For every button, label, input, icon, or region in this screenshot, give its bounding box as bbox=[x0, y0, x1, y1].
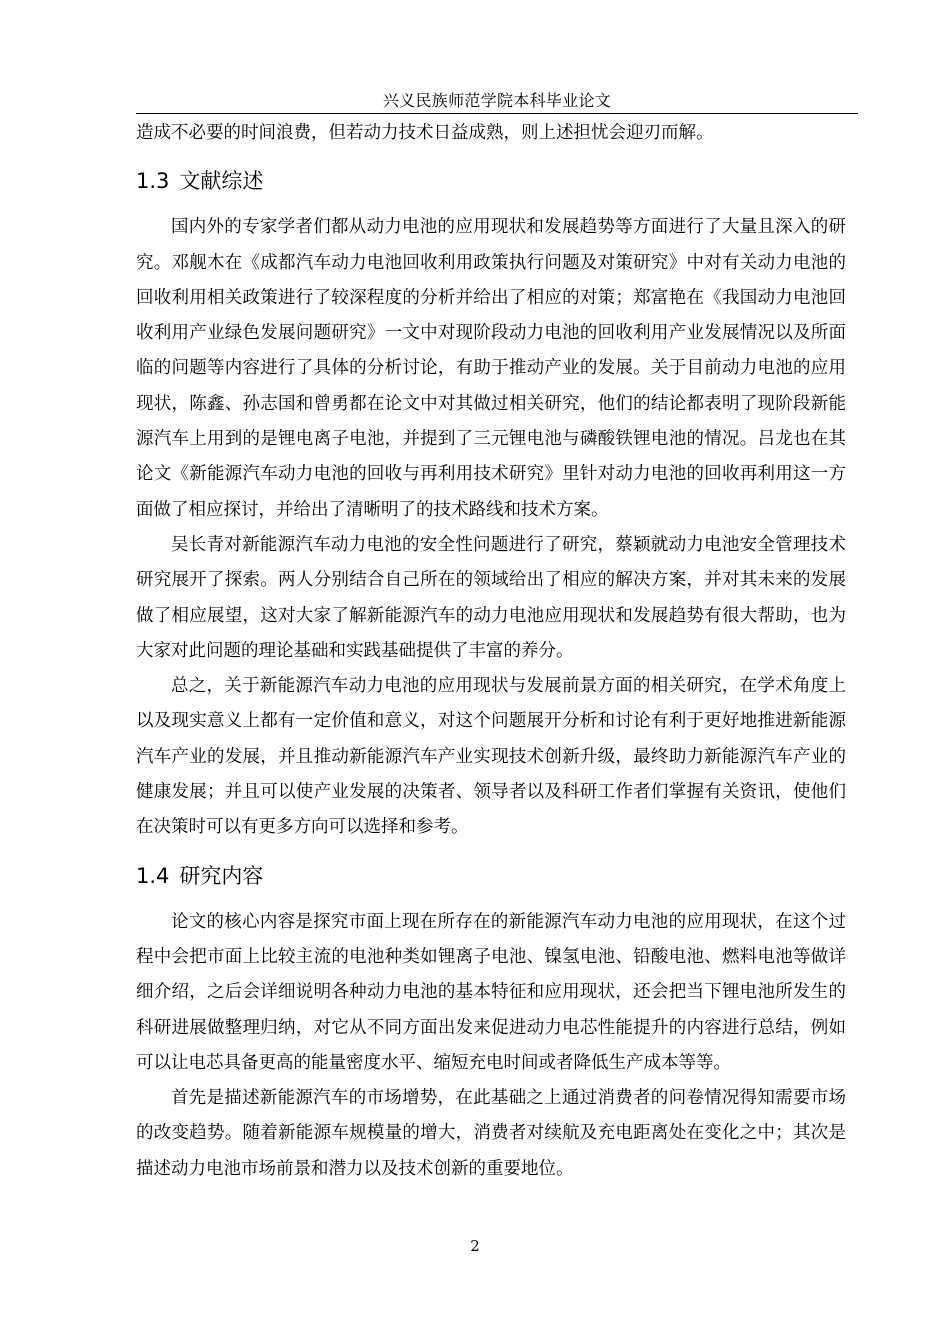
section-heading-1-3 bbox=[136, 165, 846, 197]
section-number: 1.4 bbox=[136, 863, 170, 888]
page-body bbox=[136, 116, 846, 1187]
section-title: 文献综述 bbox=[179, 169, 264, 194]
body-paragraph: 国内外的专家学者们都从动力电池的应用现状和发展趋势等方面进行了大量且深入的研究。邓舰木在《成都汽车动力电池回收利用政策执行问题及对策研究》中对有关动力电池的回收利用相关政策进行了较深程度的分析并给出了相应的对策；郑富艳在《我国动力电池回收利用产业绿色发展问题研究》一文中对现阶段动力电池的回收利用产业发展情况以及所面临的问题等内容进行了具体的分析讨论，有助于推动产业的发展。关于目前动力电池的应用现状，陈鑫、孙志国和曾勇都在论文中对其做过相关研究，他们的结论都表明了现阶段新能源汽车上用到的是锂电离子电池，并提到了三元锂电池与磷酸铁锂电池的情况。吕龙也在其论文《新能源汽车动力电池的回收与再利用技术研究》里针对动力电池的回收再利用这一方面做了相应探讨，并给出了清晰明了的技术路线和技术方案。 bbox=[136, 217, 846, 520]
header-rule bbox=[136, 113, 858, 114]
section-title: 研究内容 bbox=[179, 863, 264, 888]
page-number: 2 bbox=[470, 1237, 480, 1255]
section-heading-1-4 bbox=[136, 860, 846, 892]
section-number: 1.3 bbox=[136, 169, 170, 194]
running-header: 兴义民族师范学院本科毕业论文 bbox=[382, 91, 612, 110]
body-paragraph: 吴长青对新能源汽车动力电池的安全性问题进行了研究，蔡颖就动力电池安全管理技术研究展开了探索。两人分别结合自己所在的领域给出了相应的解决方案，并对其未来的发展做了相应展望，这对大家了解新能源汽车的动力电池应用现状和发展趋势有很大帮助，也为大家对此问题的理论基础和实践基础提供了丰富的养分。 bbox=[136, 534, 846, 661]
body-paragraph: 首先是描述新能源汽车的市场增势，在此基础之上通过消费者的问卷情况得知需要市场的改变趋势。随着新能源车规模量的增大，消费者对续航及充电距离处在变化之中；其次是描述动力电池市场前景和潜力以及技术创新的重要地位。 bbox=[136, 1088, 846, 1179]
body-paragraph: 论文的核心内容是探究市面上现在所存在的新能源汽车动力电池的应用现状，在这个过程中会把市面上比较主流的电池种类如锂离子电池、镍氢电池、铅酸电池、燃料电池等做详细介绍，之后会详细说明各种动力电池的基本特征和应用现状，还会把当下锂电池所发生的科研进展做整理归纳，对它从不同方面出发来促进动力电芯性能提升的内容进行总结，例如可以让电芯具备更高的能量密度水平、缩短充电时间或者降低生产成本等等。 bbox=[136, 911, 846, 1073]
continuation-paragraph: 造成不必要的时间浪费，但若动力技术日益成熟，则上述担忧会迎刃而解。 bbox=[136, 123, 714, 143]
body-paragraph: 总之，关于新能源汽车动力电池的应用现状与发展前景方面的相关研究，在学术角度上以及现实意义上都有一定价值和意义，对这个问题展开分析和讨论有利于更好地推进新能源汽车产业的发展，并且推动新能源汽车产业实现技术创新升级，最终助力新能源汽车产业的健康发展；并且可以使产业发展的决策者、领导者以及科研工作者们掌握有关资讯，使他们在决策时可以有更多方向可以选择和参考。 bbox=[136, 676, 846, 838]
